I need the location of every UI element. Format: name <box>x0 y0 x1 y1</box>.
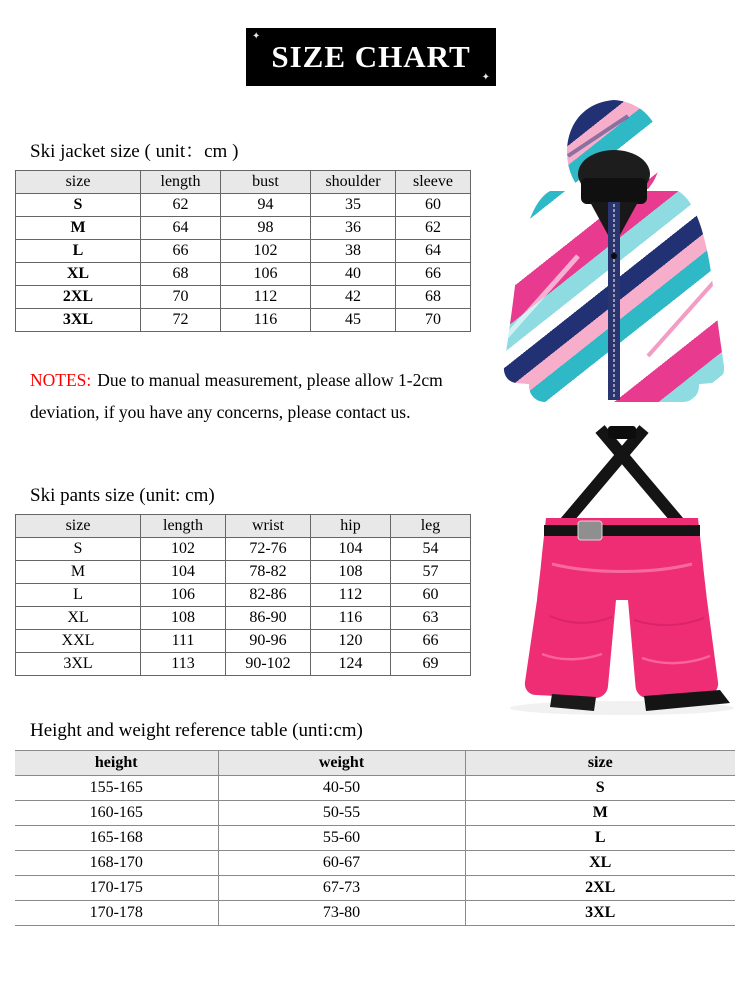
table-cell: 112 <box>311 584 391 607</box>
table-cell: 67-73 <box>218 876 465 901</box>
table-cell: 40-50 <box>218 776 465 801</box>
table-cell: 50-55 <box>218 801 465 826</box>
table-row <box>15 851 735 876</box>
table-cell: 72 <box>141 309 221 332</box>
table-cell: 112 <box>221 286 311 309</box>
jacket-illustration <box>478 96 750 436</box>
jacket-photo <box>478 96 750 441</box>
column-header: height <box>15 751 218 776</box>
column-header: size <box>465 751 735 776</box>
table-cell: 57 <box>391 561 471 584</box>
table-cell: 90-102 <box>226 653 311 676</box>
suspender-strap <box>600 429 682 526</box>
height-weight-reference-table <box>15 750 735 926</box>
table-cell: 63 <box>391 607 471 630</box>
table-cell: 111 <box>141 630 226 653</box>
table-row <box>16 561 471 584</box>
table-cell: 94 <box>221 194 311 217</box>
table-cell: 3XL <box>465 901 735 926</box>
table-cell: 2XL <box>16 286 141 309</box>
column-header: wrist <box>226 515 311 538</box>
table-cell: XL <box>16 263 141 286</box>
column-header: length <box>141 171 221 194</box>
belt-buckle <box>578 521 602 540</box>
table-row <box>16 240 471 263</box>
table-cell: 64 <box>396 240 471 263</box>
table-cell: M <box>16 561 141 584</box>
table-cell: S <box>16 194 141 217</box>
table-cell: 102 <box>141 538 226 561</box>
table-cell: 108 <box>141 607 226 630</box>
table-cell: 78-82 <box>226 561 311 584</box>
column-header: size <box>16 515 141 538</box>
pants-size-table <box>15 514 471 676</box>
table-cell: 69 <box>391 653 471 676</box>
column-header: size <box>16 171 141 194</box>
table-cell: 165-168 <box>15 826 218 851</box>
table-cell: 73-80 <box>218 901 465 926</box>
column-header: length <box>141 515 226 538</box>
table-cell: 45 <box>311 309 396 332</box>
table-cell: L <box>16 240 141 263</box>
table-cell: 155-165 <box>15 776 218 801</box>
notes-line1: Due to manual measurement, please allow 1-2cm <box>97 370 443 390</box>
table-row <box>15 776 735 801</box>
table-row <box>16 217 471 240</box>
table-row <box>16 584 471 607</box>
table-row <box>15 826 735 851</box>
pants-illustration <box>492 424 750 719</box>
table-cell: 62 <box>396 217 471 240</box>
table-row <box>16 607 471 630</box>
column-header: hip <box>311 515 391 538</box>
table-cell: 104 <box>311 538 391 561</box>
table-cell: 3XL <box>16 309 141 332</box>
table-cell: L <box>465 826 735 851</box>
table-cell: L <box>16 584 141 607</box>
notes-line2: deviation, if you have any concerns, please contact us. <box>30 402 411 422</box>
jacket-size-table <box>15 170 471 332</box>
sparkle-icon: ✦ <box>252 31 261 42</box>
table-cell: XXL <box>16 630 141 653</box>
column-header: shoulder <box>311 171 396 194</box>
table-row <box>16 653 471 676</box>
table-cell: 82-86 <box>226 584 311 607</box>
table-cell: 70 <box>141 286 221 309</box>
table-cell: 60 <box>391 584 471 607</box>
reference-table-heading: Height and weight reference table (unti:cm) <box>30 720 363 741</box>
page-title: SIZE CHART <box>271 39 471 74</box>
table-cell: M <box>465 801 735 826</box>
table-cell: 54 <box>391 538 471 561</box>
table-cell: XL <box>16 607 141 630</box>
table-cell: 108 <box>311 561 391 584</box>
size-chart-banner <box>246 28 496 86</box>
table-header-row <box>15 751 735 776</box>
table-cell: 55-60 <box>218 826 465 851</box>
table-cell: 102 <box>221 240 311 263</box>
table-row <box>16 309 471 332</box>
table-cell: 106 <box>221 263 311 286</box>
table-cell: 3XL <box>16 653 141 676</box>
suspender-strap <box>562 429 644 526</box>
pants-photo <box>492 424 750 724</box>
table-cell: 98 <box>221 217 311 240</box>
table-row <box>15 801 735 826</box>
table-cell: 35 <box>311 194 396 217</box>
collar <box>581 178 647 204</box>
column-header: weight <box>218 751 465 776</box>
table-cell: 86-90 <box>226 607 311 630</box>
table-row <box>16 538 471 561</box>
table-row <box>16 263 471 286</box>
table-cell: 66 <box>391 630 471 653</box>
table-cell: 170-178 <box>15 901 218 926</box>
table-row <box>16 286 471 309</box>
table-header-row <box>16 171 471 194</box>
measurement-notes <box>30 364 500 428</box>
table-cell: 40 <box>311 263 396 286</box>
left-leg <box>525 600 616 698</box>
table-cell: 2XL <box>465 876 735 901</box>
table-cell: 113 <box>141 653 226 676</box>
table-cell: 66 <box>141 240 221 263</box>
table-row <box>15 876 735 901</box>
table-cell: 38 <box>311 240 396 263</box>
table-cell: 64 <box>141 217 221 240</box>
table-cell: 116 <box>311 607 391 630</box>
table-cell: XL <box>465 851 735 876</box>
table-cell: S <box>465 776 735 801</box>
table-cell: 106 <box>141 584 226 607</box>
jacket-size-heading: Ski jacket size ( unit：cm ) <box>30 141 239 162</box>
table-cell: 72-76 <box>226 538 311 561</box>
right-leg <box>628 600 718 698</box>
table-cell: 42 <box>311 286 396 309</box>
table-cell: 170-175 <box>15 876 218 901</box>
column-header: leg <box>391 515 471 538</box>
table-cell: 68 <box>396 286 471 309</box>
table-cell: 168-170 <box>15 851 218 876</box>
notes-label: NOTES: <box>30 370 92 390</box>
table-row <box>16 630 471 653</box>
table-header-row <box>16 515 471 538</box>
table-cell: 60 <box>396 194 471 217</box>
table-cell: 36 <box>311 217 396 240</box>
sparkle-icon: ✦ <box>481 72 490 83</box>
table-cell: 68 <box>141 263 221 286</box>
table-cell: 70 <box>396 309 471 332</box>
table-cell: 60-67 <box>218 851 465 876</box>
table-cell: 90-96 <box>226 630 311 653</box>
table-cell: 120 <box>311 630 391 653</box>
column-header: sleeve <box>396 171 471 194</box>
waist-belt <box>544 525 700 536</box>
table-cell: S <box>16 538 141 561</box>
table-row <box>16 194 471 217</box>
table-cell: M <box>16 217 141 240</box>
pants-size-heading: Ski pants size (unit: cm) <box>30 485 215 506</box>
table-cell: 104 <box>141 561 226 584</box>
table-cell: 116 <box>221 309 311 332</box>
table-row <box>15 901 735 926</box>
table-cell: 66 <box>396 263 471 286</box>
table-cell: 160-165 <box>15 801 218 826</box>
table-cell: 124 <box>311 653 391 676</box>
column-header: bust <box>221 171 311 194</box>
table-cell: 62 <box>141 194 221 217</box>
